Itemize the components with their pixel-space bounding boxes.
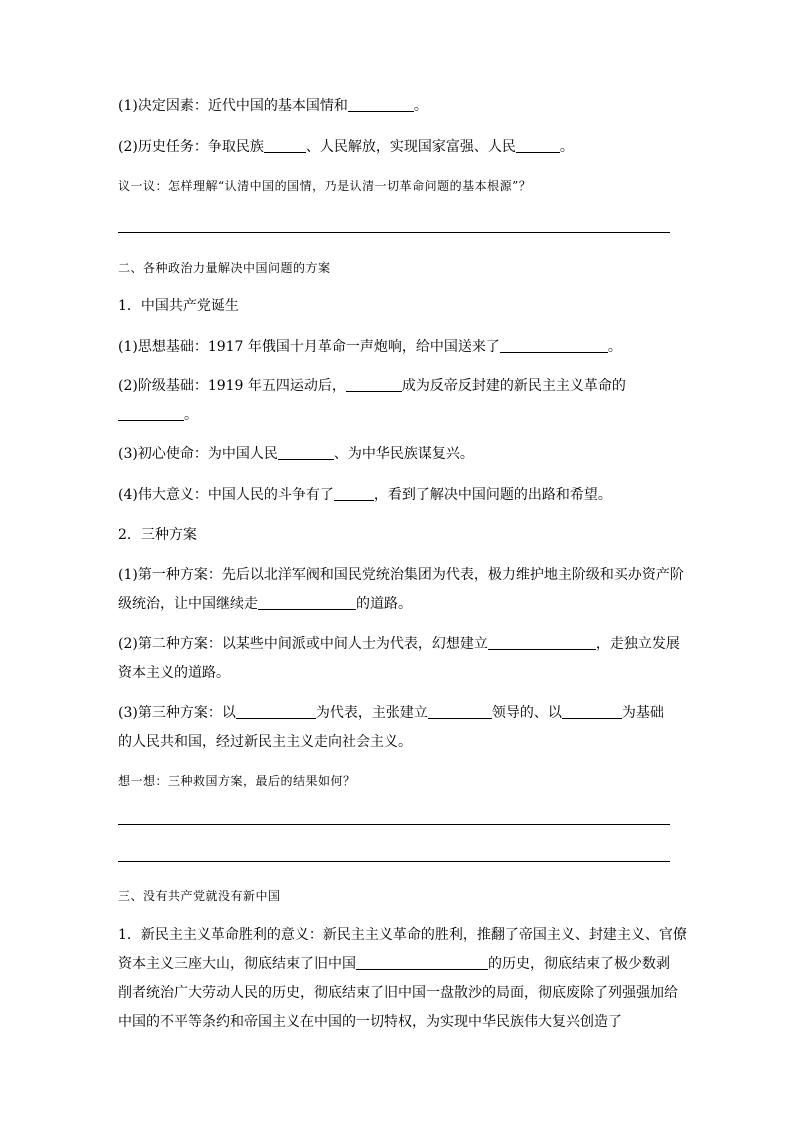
answer-line[interactable] [118, 232, 670, 233]
item-class-basis-cont: 。 [118, 405, 678, 425]
fill-blank[interactable] [562, 704, 622, 719]
fill-blank[interactable] [236, 704, 316, 719]
fill-blank[interactable] [258, 595, 356, 610]
s3-para-line3: 削者统治广大劳动人民的历史，彻底结束了旧中国一盘散沙的局面，彻底废除了列强强加给 [118, 985, 678, 1001]
section-heading: 二、各种政治力量解决中国问题的方案 [118, 261, 331, 275]
fill-blank[interactable] [264, 138, 306, 153]
fill-blank[interactable] [516, 138, 560, 153]
section-heading: 三、没有共产党就没有新中国 [118, 889, 281, 903]
s3-para-line4: 中国的不平等条约和帝国主义在中国的一切特权，为实现中华民族伟大复兴创造了 [118, 1014, 622, 1030]
subheading-three-plans: 2．三种方案 [118, 527, 197, 543]
fill-blank[interactable] [488, 635, 596, 650]
plan1-line1: (1)第一种方案：先后以北洋军阀和国民党统治集团为代表，极力维护地主阶级和买办资产阶 [118, 567, 684, 583]
plan2-line2: 资本主义的道路。 [118, 665, 230, 681]
answer-line[interactable] [118, 824, 670, 825]
item-mission: (3)初心使命：为中国人民 、为中华民族谋复兴。 [118, 446, 474, 462]
plan3-line1: (3)第三种方案：以 为代表，主张建立 领导的、以 为基础 [118, 705, 664, 721]
item-historical-task: (2)历史任务：争取民族 、人民解放，实现国家富强、人民 。 [118, 139, 574, 155]
discuss-prompt: 议一议：怎样理解“认清中国的国情，乃是认清一切革命问题的基本根源”？ [118, 179, 532, 193]
think-prompt: 想一想：三种救国方案，最后的结果如何？ [118, 774, 356, 788]
item-significance: (4)伟大意义：中国人民的斗争有了 ，看到了解决中国问题的出路和希望。 [118, 487, 612, 503]
fill-blank[interactable] [334, 486, 374, 501]
plan2-line1: (2)第二种方案：以某些中间派或中间人士为代表，幻想建立 ，走独立发展 [118, 636, 680, 652]
fill-blank[interactable] [346, 377, 402, 392]
fill-blank[interactable] [356, 955, 488, 970]
item-ideological-basis: (1)思想基础：1917 年俄国十月革命一声炮响，给中国送来了 。 [118, 339, 622, 355]
fill-blank[interactable] [348, 97, 414, 112]
plan3-line2: 的人民共和国，经过新民主主义走向社会主义。 [118, 734, 412, 750]
subheading-party-founded: 1．中国共产党诞生 [118, 298, 239, 314]
item-decisive-factor: (1)决定因素：近代中国的基本国情和 。 [118, 98, 428, 114]
fill-blank[interactable] [118, 406, 184, 421]
fill-blank[interactable] [278, 445, 334, 460]
s3-para-line2: 资本主义三座大山，彻底结束了旧中国 的历史，彻底结束了极少数剥 [118, 956, 670, 972]
fill-blank[interactable] [500, 338, 608, 353]
fill-blank[interactable] [428, 704, 492, 719]
s3-para-line1: 1．新民主主义革命胜利的意义：新民主主义革命的胜利，推翻了帝国主义、封建主义、官僚 [118, 927, 687, 943]
plan1-line2: 级统治，让中国继续走 的道路。 [118, 596, 412, 612]
answer-line[interactable] [118, 861, 670, 862]
item-class-basis: (2)阶级基础：1919 年五四运动后， 成为反帝反封建的新民主主义革命的 [118, 378, 626, 394]
